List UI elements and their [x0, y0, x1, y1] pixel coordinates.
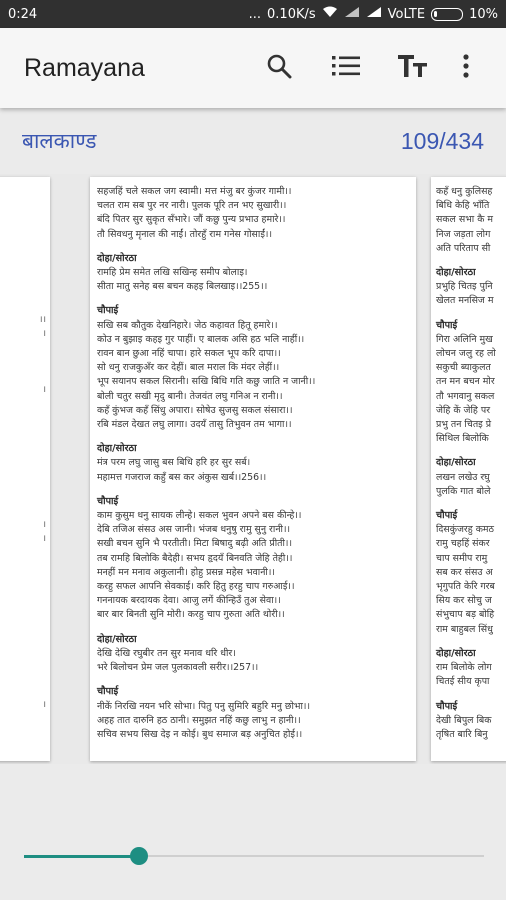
verse-line: रावन बान छुआ नहिं चापा। हारे सकल भूप करि दापा।। — [97, 348, 281, 360]
verse-line: दिसकुंजरहु कमठ — [436, 524, 494, 536]
verse-line: भरे बिलोचन प्रेम जल पुलकावली सरीर।।257।। — [97, 662, 259, 674]
section-heading: चौपाई — [97, 495, 119, 507]
verse-line: राम बाहुबल सिंधु — [436, 623, 493, 635]
page-carousel[interactable] — [0, 174, 506, 764]
verse-line: देखि देखि रघुबीर तन सुर मनाव धरि धीर। — [97, 647, 236, 659]
next-page[interactable] — [431, 177, 506, 761]
section-heading: चौपाई — [97, 305, 119, 317]
section-heading: दोहा/सोरठा — [97, 633, 137, 645]
list-icon — [332, 55, 360, 81]
verse-line: चितई सीय कृपा — [436, 676, 490, 688]
verse-line: रबि मंडल देखत लघु लागा। उदयँ तासु तिभुवन तम भागा।। — [97, 419, 292, 431]
section-heading: चौपाई — [436, 319, 458, 331]
wifi-icon — [322, 6, 338, 22]
verse-line: राम बिलोके लोग — [436, 662, 492, 674]
verse-line: अहह तात दारुनि हठ ठानी। समुझत नहिं कछु लाभु न हानी।। — [97, 714, 301, 726]
verse-line: तौ भगवानु सकल — [436, 390, 495, 402]
verse-line: प्रभु तन चितइ प्रे — [436, 419, 492, 431]
verse-line: नीकें निरखि नयन भरि सोभा। पितु पनु सुमिरि बहुरि मनु छोभा।। — [97, 700, 311, 712]
search-button[interactable] — [245, 40, 312, 96]
section-heading: चौपाई — [97, 686, 119, 698]
next-page-sections — [436, 266, 506, 742]
verse-line: लखन लखेउ रघु — [436, 471, 490, 483]
verse-line: भृगुपति केरि गरब — [436, 581, 495, 593]
section-heading: दोहा/सोरठा — [436, 457, 476, 469]
chapter-bar — [0, 108, 506, 174]
verse-line: काम कुसुम धनु सायक लीन्हे। सकल भुवन अपने बस कीन्हे।। — [97, 510, 302, 522]
verse-line: बार बार बिनती सुनि मोरी। करहु चाप गुरुता अति थोरी।। — [97, 609, 285, 621]
verse-line: रामु चहहिं संकर — [436, 538, 490, 550]
verse-line: सखि सब कौतुक देखनिहारे। जेठ कहावत हितू हमारे।। — [97, 319, 278, 331]
previous-page[interactable]: ।। । । । । । — [0, 177, 50, 761]
page-intro-lines — [97, 185, 410, 242]
verse-line: रामहि प्रेम समेत लखि सखिन्ह समीप बोलाइ। — [97, 267, 248, 279]
verse-line: बोली चतुर सखी मृदु बानी। तेजवंत लघु गनिअ न रानी।। — [97, 390, 283, 402]
battery-percent: 10% — [469, 6, 498, 22]
verse-line: भूप सयानप सकल सिरानी। सखि बिधि गति कछु जाति न जानी।। — [97, 376, 316, 388]
network-type: VoLTE — [387, 6, 426, 22]
verse-line: सकुची ब्याकुलत — [436, 362, 491, 374]
status-time: 0:24 — [8, 6, 38, 22]
verse-line: सिथिल बिलोकि — [436, 433, 489, 445]
status-bar — [0, 0, 506, 28]
page-slider-progress — [24, 855, 139, 858]
verse-line: प्रभुहि चितइ पुनि — [436, 281, 493, 293]
verse-line: तन मन बचन मोर — [436, 376, 495, 388]
verse-line: सीता मातु सनेह बस बचन कहइ बिलखाइ।।255।। — [97, 281, 268, 293]
section-heading: दोहा/सोरठा — [97, 252, 137, 264]
page-slider-area — [0, 764, 506, 900]
verse-line: कहँ धनु कुलिसह — [436, 186, 493, 197]
section-heading: दोहा/सोरठा — [436, 267, 476, 279]
signal-icon — [344, 6, 360, 22]
section-heading: दोहा/सोरठा — [97, 443, 137, 455]
app-title: Ramayana — [24, 53, 145, 82]
verse-line: बंदि पितर सुर सुकृत सँभारे। जौं कछु पुन्य प्रभाउ हमारे।। — [97, 214, 286, 226]
verse-line: सहजहिं चले सकल जग स्वामी। मत्त मंजु बर कुंजर गामी।। — [97, 186, 292, 197]
notification-dots: ... — [248, 6, 262, 22]
verse-line: मंत्र परम लघु जासु बस बिधि हरि हर सुर सर्ब। — [97, 457, 251, 469]
verse-line: तौ सिवधनु मृनाल की नाईं। तोरहुँ राम गनेस गोसाईं।। — [97, 228, 273, 240]
verse-line: देखी बिपुल बिक — [436, 714, 492, 726]
verse-line: अति परिताप सी — [436, 242, 491, 254]
next-page-intro-lines — [436, 185, 506, 256]
verse-line: देबि तजिअ संसउ अस जानी। भंजब धनुषु रामु सुनु रानी।। — [97, 524, 291, 536]
chapter-list-button[interactable] — [312, 40, 379, 96]
verse-line: तब रामहि बिलोकि बैदेही। सभय हृदयँ बिनवति जेहि तेही।। — [97, 552, 293, 564]
verse-line: सिय कर सोचु ज — [436, 595, 492, 607]
page-sections — [97, 252, 410, 742]
verse-line: पुलकि गात बोले — [436, 485, 491, 497]
verse-line: चाप समीप रामु — [436, 552, 488, 564]
signal-icon-2 — [366, 6, 382, 22]
page-indicator: 109/434 — [400, 127, 484, 154]
verse-line: खेलत मनसिज म — [436, 295, 494, 307]
text-size-icon — [398, 54, 428, 82]
verse-line: निज जड़ता लोग — [436, 228, 491, 240]
verse-line: बिधि केहि भाँति — [436, 200, 490, 212]
text-size-button[interactable] — [379, 40, 446, 96]
more-vert-icon — [463, 54, 469, 82]
verse-line: कहँ कुंभज कहँ सिंधु अपारा। सोषेउ सुजसु सकल संसारा।। — [97, 404, 293, 416]
verse-line: चलत राम सब पुर नर नारी। पुलक पूरि तन भए सुखारी।। — [97, 200, 287, 212]
verse-line: सचिव सभय सिख देइ न कोई। बुध समाज बड़ अनुचित होई।। — [97, 728, 303, 740]
verse-line: गननायक बरदायक देवा। आजु लगें कीन्हिउँ तुअ सेवा।। — [97, 595, 281, 607]
verse-line: महामत्त गजराज कहुँ बस कर अंकुस खर्ब।।256।। — [97, 471, 267, 483]
section-heading: दोहा/सोरठा — [436, 647, 476, 659]
verse-line: सो धनु राजकुअँर कर देहीं। बाल मराल कि मंदर लेहीं।। — [97, 362, 280, 374]
verse-line: संभुचाप बड़ बोहि — [436, 609, 495, 621]
more-options-button[interactable] — [446, 40, 486, 96]
verse-line: मनहीं मन मनाव अकुलानी। होहु प्रसन्न महेस भवानी।। — [97, 566, 275, 578]
verse-line: तृषित बारि बिनु — [436, 728, 488, 740]
page-slider-track[interactable] — [24, 855, 484, 857]
verse-line: कोउ न बुझाइ कहइ गुर पाहीं। ए बालक असि हठ भलि नाहीं।। — [97, 333, 305, 345]
section-heading: चौपाई — [436, 510, 458, 522]
verse-line: लोचन जलु रह लो — [436, 348, 496, 360]
verse-line: सब कर संसउ अ — [436, 566, 493, 578]
search-icon — [266, 53, 292, 83]
battery-icon — [431, 8, 463, 21]
section-heading: चौपाई — [436, 700, 458, 712]
verse-line: गिरा अलिनि मुख — [436, 333, 493, 345]
verse-line: करहु सफल आपनि सेवकाई। करि हितु हरहु चाप गरुआई।। — [97, 581, 295, 593]
app-bar — [0, 28, 506, 108]
page-slider-thumb[interactable] — [130, 847, 148, 865]
verse-line: जेहि कें जेहि पर — [436, 404, 491, 416]
verse-line: सखी बचन सुनि भै परतीती। मिटा बिषादु बढ़ी अति प्रीती।। — [97, 538, 293, 550]
network-speed: 0.10K/s — [267, 6, 316, 22]
chapter-name: बालकाण्ड — [22, 129, 97, 153]
current-page[interactable] — [90, 177, 416, 761]
verse-line: सकल सभा कै म — [436, 214, 493, 226]
